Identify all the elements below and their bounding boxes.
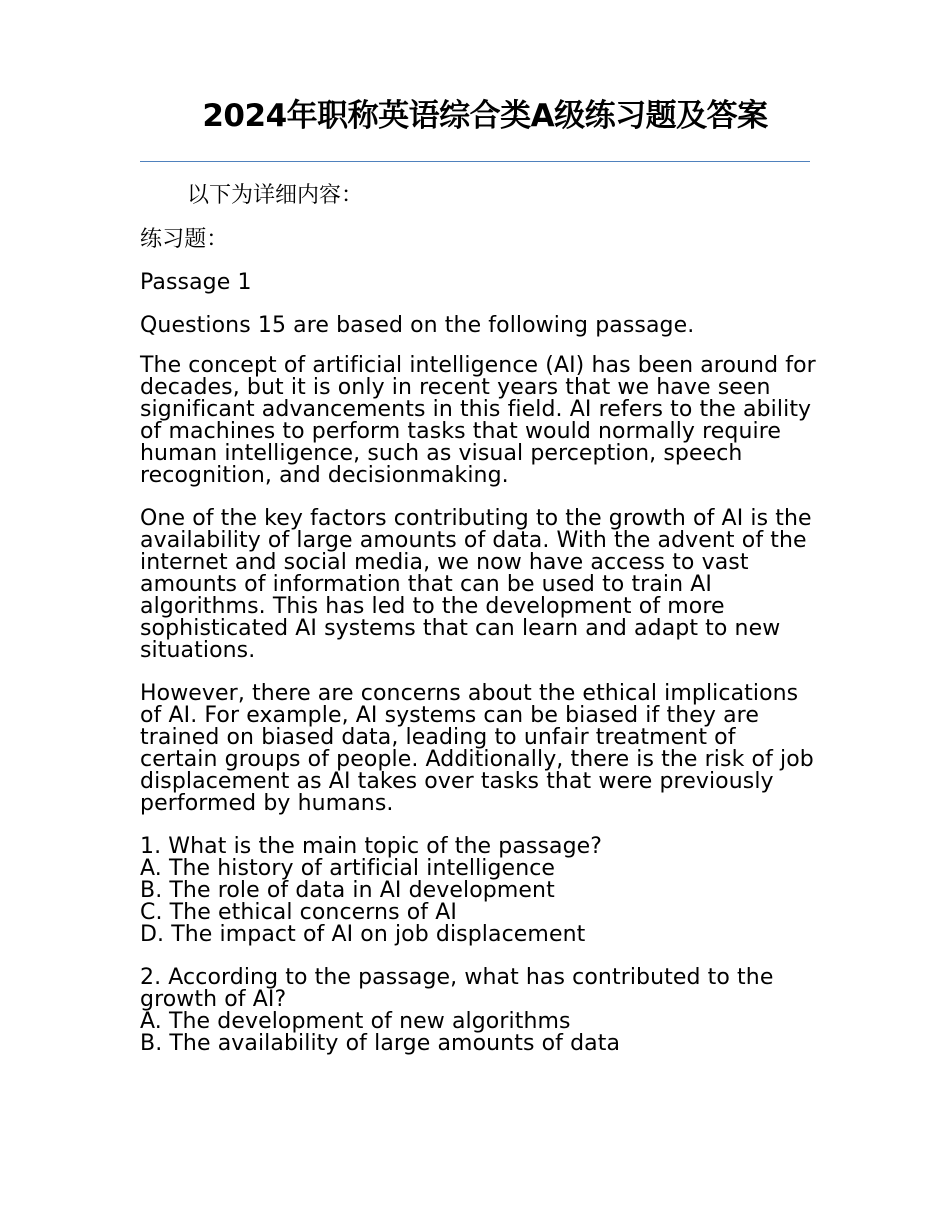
question-block [140, 967, 820, 1055]
question-block [140, 836, 820, 946]
question-text: 1. What is the main topic of the passage? [140, 834, 603, 859]
answer-option: A. The history of artificial intelligence [140, 856, 556, 881]
answer-option: B. The role of data in AI development [140, 878, 555, 903]
answer-option: C. The ethical concerns of AI [140, 900, 457, 925]
document-body [140, 226, 820, 1076]
answer-option: B. The availability of large amounts of data [140, 1031, 621, 1056]
questions-intro: Questions 15 are based on the following passage. [140, 313, 695, 338]
answer-option: D. The impact of AI on job displacement [140, 922, 586, 947]
title-underline [140, 161, 810, 162]
passage-paragraph: The concept of artificial intelligence (AI) has been around for decades, but it is only in recent years that we have seen significant advancements in this field. AI refers to the ability of machines to perform tasks that would normally require human intelligence, such as visual perception, speech recognition, and decisionmaking. [140, 353, 816, 488]
intro-text: 以下为详细内容： [187, 183, 364, 208]
passage-label: Passage 1 [140, 270, 252, 295]
question-text: 2. According to the passage, what has contributed to the growth of AI? [140, 965, 774, 1012]
answer-option: A. The development of new algorithms [140, 1009, 571, 1034]
page-title: 2024年职称英语综合类A级练习题及答案 [202, 98, 768, 134]
passage-paragraph: However, there are concerns about the ethical implications of AI. For example, AI systems can be biased if they are trained on biased data, leading to unfair treatment of certain groups of people. Additionally, there is the risk of job displacement as AI takes over tasks that were previously performed by humans. [140, 681, 814, 816]
section-label: 练习题： [140, 227, 229, 252]
passage-paragraph: One of the key factors contributing to the growth of AI is the availability of large amounts of data. With the advent of the internet and social media, we now have access to vast amounts of information that can be used to train AI algorithms. This has led to the development of more sophisticated AI systems that can learn and adapt to new situations. [140, 506, 812, 663]
